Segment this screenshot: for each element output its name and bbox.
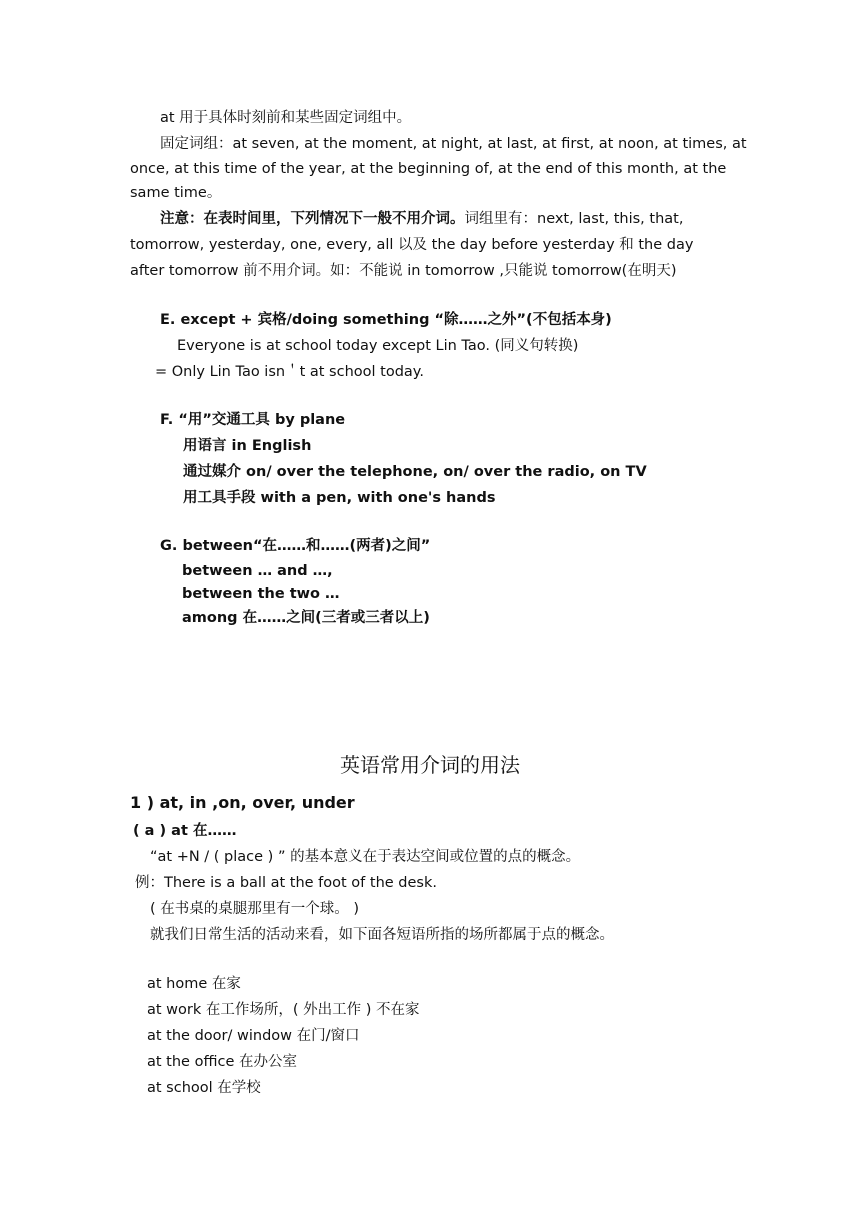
section-e-heading: E. except + 宾格/doing something “除……之外”(不包括本身) <box>160 312 612 328</box>
text-line: at 用于具体时刻前和某些固定词组中。 <box>160 110 412 126</box>
text-line: 就我们日常生活的活动来看，如下面各短语所指的场所都属于点的概念。 <box>150 927 614 943</box>
list-item: among 在……之间(三者或三者以上) <box>182 610 430 626</box>
note-text: 词组里有：next, last, this, that, <box>464 211 684 227</box>
subsection-heading: ( a ) at 在…… <box>133 823 237 839</box>
text-line: “at +N / ( place ) ” 的基本意义在于表达空间或位置的点的概念。 <box>150 849 581 865</box>
list-item: between the two … <box>182 586 340 602</box>
phrase-item: at work 在工作场所，( 外出工作 ) 不在家 <box>147 1002 420 1018</box>
section-heading: 1 ) at, in ,on, over, under <box>130 793 355 812</box>
equivalent-sentence: = Only Lin Tao isn＇t at school today. <box>155 364 424 380</box>
text-line: after tomorrow 前不用介词。如：不能说 in tomorrow ,只能说 tomorrow(在明天) <box>130 263 677 279</box>
section-f-heading: F. “用”交通工具 by plane <box>160 412 346 428</box>
page-title: 英语常用介词的用法 <box>340 753 520 777</box>
translation-line: ( 在书桌的桌腿那里有一个球。 ) <box>150 901 360 917</box>
example-sentence: 例：There is a ball at the foot of the desk. <box>135 875 437 891</box>
list-item: 用工具手段 with a pen, with one's hands <box>183 490 496 506</box>
text-line: same time。 <box>130 185 222 201</box>
phrase-item: at the office 在办公室 <box>147 1054 297 1070</box>
phrase-item: at the door/ window 在门/窗口 <box>147 1028 360 1044</box>
note-line <box>160 209 683 229</box>
section-g-heading: G. between“在……和……(两者)之间” <box>160 538 431 554</box>
phrase-item: at home 在家 <box>147 976 241 992</box>
list-item: 用语言 in English <box>183 438 312 454</box>
text-line: tomorrow, yesterday, one, every, all 以及 the day before yesterday 和 the day <box>130 237 694 253</box>
note-label: 注意：在表时间里，下列情况下一般不用介词。 <box>160 211 465 227</box>
list-item: 通过媒介 on/ over the telephone, on/ over the radio, on TV <box>183 464 647 480</box>
list-item: between … and …, <box>182 563 333 579</box>
text-line: once, at this time of the year, at the beginning of, at the end of this month, at the <box>130 161 727 177</box>
example-sentence: Everyone is at school today except Lin Tao. (同义句转换) <box>177 338 579 354</box>
text-line: 固定词组：at seven, at the moment, at night, at last, at first, at noon, at times, at <box>160 136 747 152</box>
phrase-item: at school 在学校 <box>147 1080 261 1096</box>
